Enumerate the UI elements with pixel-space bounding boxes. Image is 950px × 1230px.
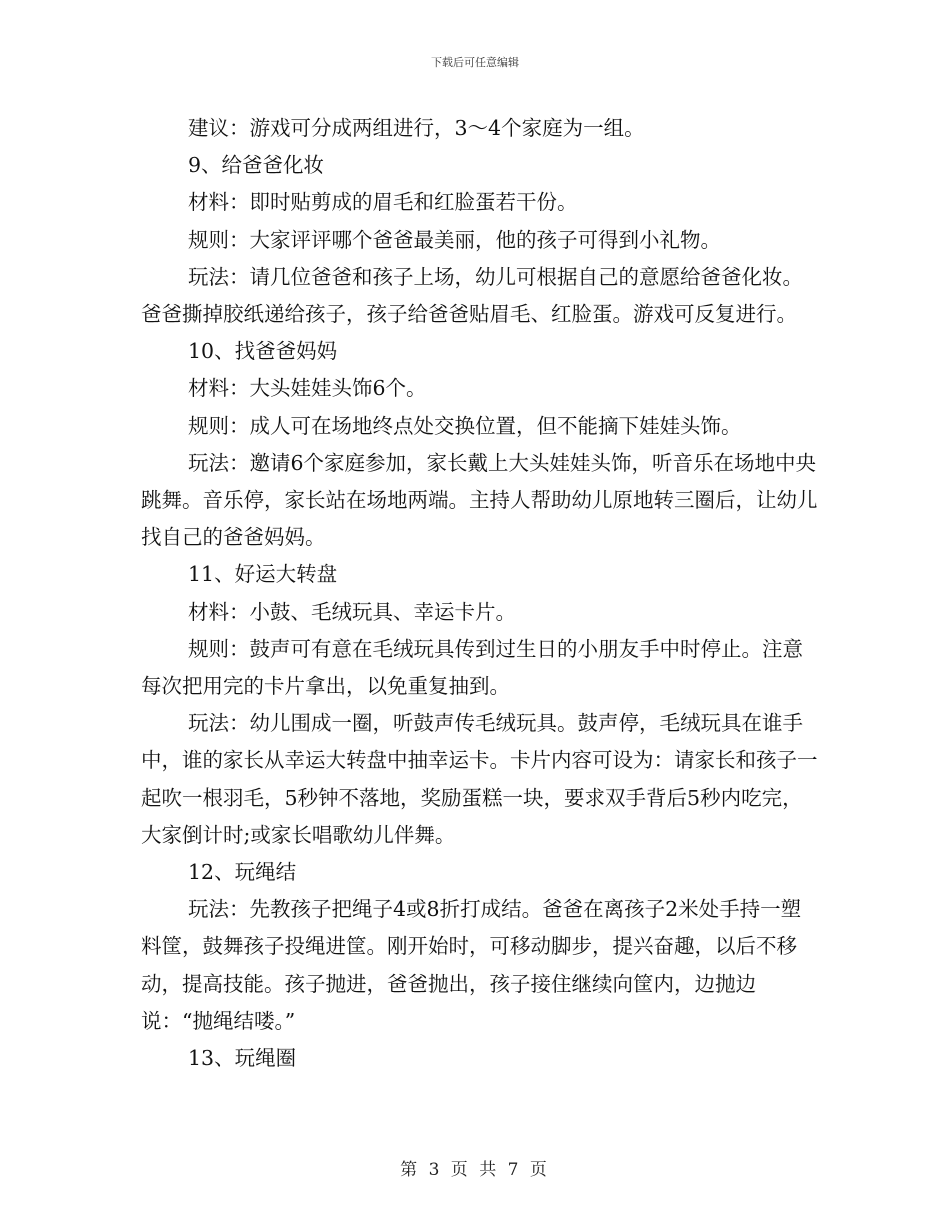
paragraph: 材料：即时贴剪成的眉毛和红脸蛋若干份。 xyxy=(188,190,578,215)
paragraph: 规则：鼓声可有意在毛绒玩具传到过生日的小朋友手中时停止。注意每次把用完的卡片拿出，以免重复抽到。 xyxy=(141,636,803,699)
paragraph: 玩法：先教孩子把绳子4或8折打成结。爸爸在离孩子2米处手持一塑料筐，鼓舞孩子投绳进筐。刚开始时，可移动脚步，提兴奋趣，以后不移动，提高技能。孩子抛进，爸爸抛出，孩子接住继续向筐内，边抛边说：“抛绳结喽。” xyxy=(141,897,802,1033)
page-number: 第 3 页 共 7 页 xyxy=(400,1160,550,1180)
paragraph: 玩法：邀请6个家庭参加，家长戴上大头娃娃头饰，听音乐在场地中央跳舞。音乐停，家长站在场地两端。主持人帮助幼儿原地转三圈后，让幼儿找自己的爸爸妈妈。 xyxy=(141,450,818,550)
section-heading: 9、给爸爸化妆 xyxy=(188,153,325,178)
paragraph: 玩法：幼儿围成一圈，听鼓声传毛绒玩具。鼓声停，毛绒玩具在谁手中，谁的家长从幸运大转盘中抽幸运卡。卡片内容可设为：请家长和孩子一起吹一根羽毛，5秒钟不落地，奖励蛋糕一块，要求双手背后5秒内吃完，大家倒计时;或家长唱歌幼儿伴舞。 xyxy=(141,711,818,847)
paragraph: 玩法：请几位爸爸和孩子上场，幼儿可根据自己的意愿给爸爸化妆。爸爸撕掉胶纸递给孩子，孩子给爸爸贴眉毛、红脸蛋。游戏可反复进行。 xyxy=(141,264,803,327)
paragraph: 规则：大家评评哪个爸爸最美丽，他的孩子可得到小礼物。 xyxy=(188,227,721,252)
page-header: 下载后可任意编辑 xyxy=(431,56,519,69)
document-body xyxy=(141,110,821,1077)
paragraph: 材料：小鼓、毛绒玩具、幸运卡片。 xyxy=(188,599,516,624)
section-heading: 12、玩绳结 xyxy=(188,860,297,885)
section-heading: 13、玩绳圈 xyxy=(188,1046,297,1071)
paragraph: 建议：游戏可分成两组进行，3～4个家庭为一组。 xyxy=(188,116,645,140)
section-heading: 11、好运大转盘 xyxy=(188,562,338,587)
paragraph: 材料：大头娃娃头饰6个。 xyxy=(188,376,427,401)
section-heading: 10、找爸爸妈妈 xyxy=(188,339,338,364)
paragraph: 规则：成人可在场地终点处交换位置，但不能摘下娃娃头饰。 xyxy=(188,413,742,438)
